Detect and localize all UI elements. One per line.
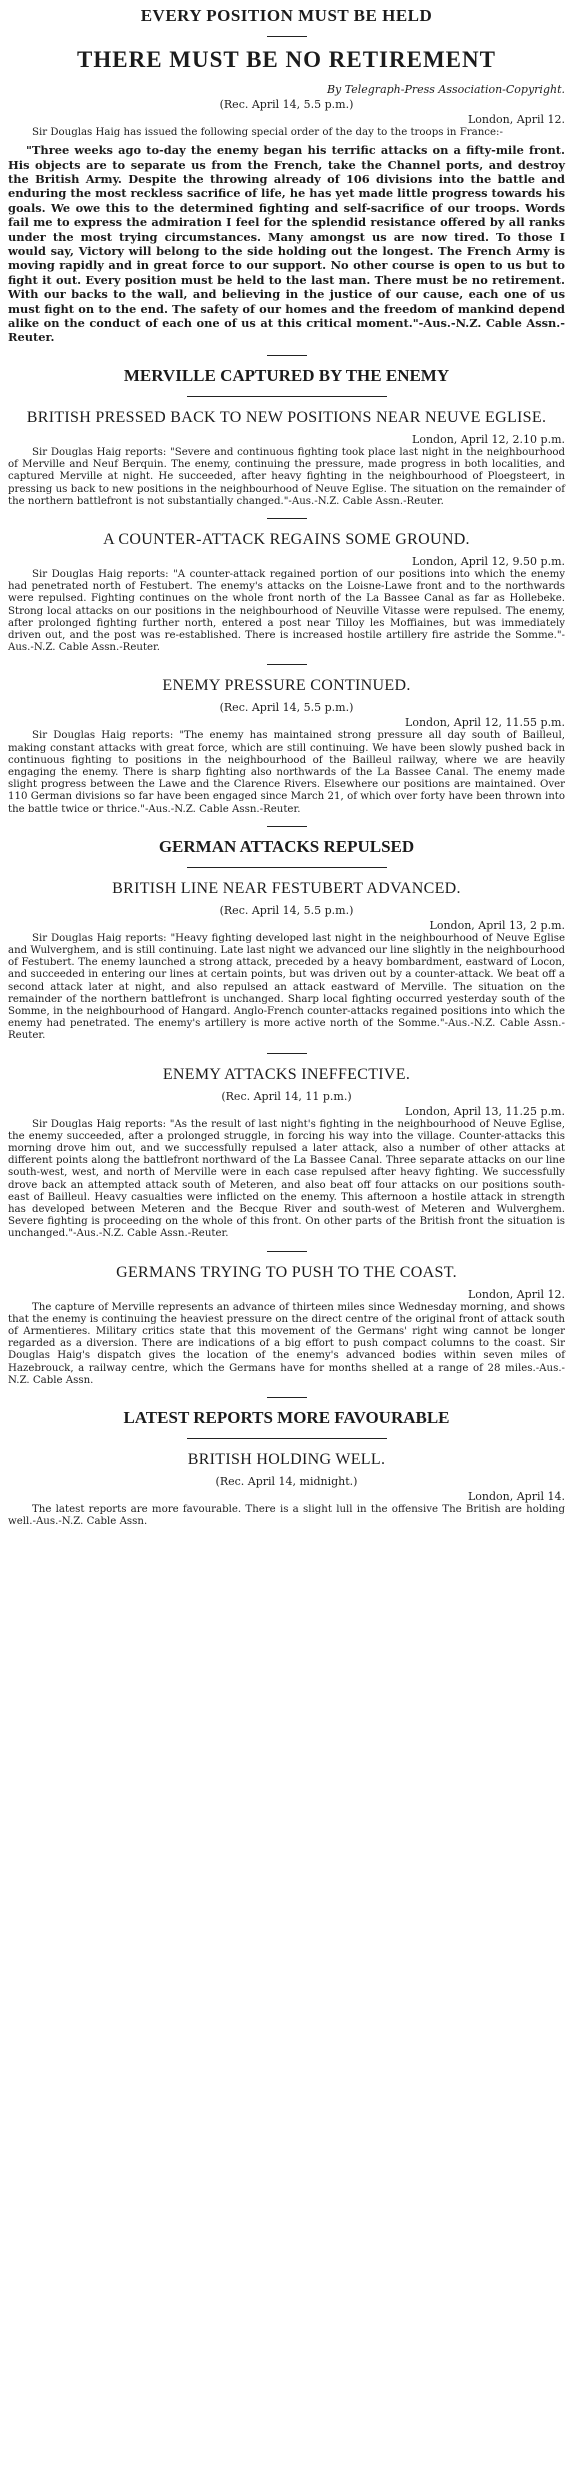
divider xyxy=(187,1438,387,1439)
report-text: Sir Douglas Haig reports: "Heavy fighting developed last night in the neighbourhood of Neuve Eglise and Wulverghem, and is still continuing. Late last night we advanced our line slightly in the neighbourhood of Festubert. The enemy launched a strong attack, preceded by a heavy bombardment, eastward of Locon, and succeeded in entering our lines at certain points, but was driven out by a counter-attack. We beat off a second attack later at night, and also repulsed an attack eastward of Merville. The situation on the remainder of the northern battlefront is unchanged. Sharp local fighting occurred yesterday south of the Somme, in the neighbourhood of Hangard. Anglo-French counter-attacks regained positions into which the enemy had penetrated. The enemy's artillery is more active north of the Somme."-Aus.-N.Z. Cable Assn.-Reuter. xyxy=(8,932,565,1042)
section-heading-latest: LATEST REPORTS MORE FAVOURABLE xyxy=(123,1408,450,1428)
headline-top: EVERY POSITION MUST BE HELD xyxy=(140,6,433,25)
section-heading-counter-attack: A COUNTER-ATTACK REGAINS SOME GROUND. xyxy=(103,530,470,548)
section-heading-pressed-back: BRITISH PRESSED BACK TO NEW POSITIONS NEAR NEUVE EGLISE. xyxy=(26,408,547,426)
section-heading-enemy-pressure: ENEMY PRESSURE CONTINUED. xyxy=(162,677,411,695)
report-text: Sir Douglas Haig reports: "A counter-attack regained portion of our positions into which the enemy had penetrated north of Festubert. The enemy's attacks on the Loisne-Lawe front and to the northwards were repulsed. Fighting continues on the whole front north of the La Bassee Canal as far as Hollebeke. Strong local attacks on our positions in the neighbourhood of Neuville Vitasse were repulsed. The enemy, after prolonged fighting further north, entered a post near Tilloy les Moffiaines, but was immediately driven out, and the post was re-established. There is increased hostile artillery fire astride the Somme."-Aus.-N.Z. Cable Assn.-Reuter. xyxy=(8,568,565,654)
received-date: (Rec. April 14, 11 p.m.) xyxy=(221,1089,352,1103)
special-order-text: "Three weeks ago to-day the enemy began his terrific attacks on a fifty-mile front. His objects are to separate us from the French, take the Channel ports, and destroy the British Army. Despite the throwing already of 106 divisions into the battle and enduring the most reckless sacrifice of life, he has yet made little progress towards his goals. We owe this to the determined fighting and self-sacrifice of our troops. Words fail me to express the admiration I feel for the splendid resistance offered by all ranks under the most trying circumstances. Many amongst us are now tired. To those I would say, Victory will belong to the side holding out the longest. The French Army is moving rapidly and in great force to our support. No other course is open to us but to fight it out. Every position must be held to the last man. There must be no retirement. With our backs to the wall, and believing in the justice of our cause, each one of us must fight on to the end. The safety of our homes and the freedom of mankind depend alike on the conduct of each one of us at this critical moment."-Aus.-N.Z. Cable Assn.-Reuter. xyxy=(8,143,565,345)
divider xyxy=(187,867,387,868)
dateline: London, April 12. xyxy=(467,113,565,126)
received-date: (Rec. April 14, 5.5 p.m.) xyxy=(219,701,354,715)
section-heading-german-attacks: GERMAN ATTACKS REPULSED xyxy=(158,836,415,856)
dateline: London, April 14. xyxy=(467,1490,565,1504)
divider xyxy=(267,826,307,827)
newspaper-column xyxy=(0,6,573,1528)
report-text: Sir Douglas Haig reports: "As the result of last night's fighting in the neighbourhood of Neuve Eglise, the enemy succeeded, after a prolonged struggle, in forcing his way into the village. Counter-attacks this morning drove him out, and we successfully repulsed a later attack, also a number of other attacks at different points along the battlefront northward of the La Bassee Canal. Three separate attacks on our line south-west, west, and north of Merville were in each case repulsed after heavy fighting. We successfully drove back an attempted attack south of Meteren, and also beat off four attacks on our positions south-east of Bailleul. Heavy casualties were inflicted on the enemy. This afternoon a hostile attack in strength has developed between Meteren and the Becque River and south-west of Meteren and Wulverghem. Severe fighting is proceeding on the whole of this front. On other parts of the British front the situation is unchanged."-Aus.-N.Z. Cable Assn.-Reuter. xyxy=(8,1118,565,1240)
section-heading-holding: BRITISH HOLDING WELL. xyxy=(187,1451,386,1469)
received-date: (Rec. April 14, 5.5 p.m.) xyxy=(219,903,354,917)
dateline: London, April 13, 2 p.m. xyxy=(429,918,565,932)
report-text: Sir Douglas Haig reports: "Severe and continuous fighting took place last night in the neighbourhood of Merville and Neuf Berquin. The enemy, continuing the pressure, made progress in both localities, and captured Merville at night. He succeeded, after heavy fighting in the neighbourhood of Ploegsteert, in pressing us back to new positions in the neighbourhood of Neuve Eglise. The situation on the remainder of the northern battlefront is not substantially changed."-Aus.-N.Z. Cable Assn.-Reuter. xyxy=(8,446,565,507)
headline-main: THERE MUST BE NO RETIREMENT xyxy=(77,47,496,72)
divider xyxy=(267,1251,307,1252)
dateline: London, April 13, 11.25 p.m. xyxy=(405,1104,565,1118)
byline: By Telegraph-Press Association-Copyright. xyxy=(326,83,565,96)
dateline: London, April 12. xyxy=(467,1287,565,1301)
report-text: Sir Douglas Haig reports: "The enemy has maintained strong pressure all day south of Bailleul, making constant attacks with great force, which are still continuing. We have been slowly pushed back in continuous fighting to positions in the neighbourhood of the Bailleul railway, where we are heavily engaging the enemy. There is sharp fighting also northwards of the La Bassee Canal. The enemy made slight progress between the Lawe and the Clarence Rivers. Elsewhere our positions are maintained. Over 110 German divisions so far have been engaged since March 21, of which over forty have been thrown into the battle twice or thrice."-Aus.-N.Z. Cable Assn.-Reuter. xyxy=(8,730,565,815)
divider xyxy=(267,664,307,665)
received-date: (Rec. April 14, 5.5 p.m.) xyxy=(219,98,354,111)
section-heading-coast: GERMANS TRYING TO PUSH TO THE COAST. xyxy=(116,1263,457,1281)
divider xyxy=(187,396,387,397)
divider xyxy=(267,355,307,356)
report-text: The latest reports are more favourable. There is a slight lull in the offensive The British are holding well.-Aus.-N.Z. Cable Assn. xyxy=(8,1504,565,1528)
dateline: London, April 12, 2.10 p.m. xyxy=(412,432,565,446)
intro-lead: Sir Douglas Haig has issued the following special order of the day to the troops in France:- xyxy=(32,127,503,138)
divider xyxy=(267,36,307,37)
divider xyxy=(267,518,307,519)
divider xyxy=(267,1397,307,1398)
report-text: The capture of Merville represents an advance of thirteen miles since Wednesday morning, and shows that the enemy is continuing the heaviest pressure on the direct centre of the original front of attack south of Armentieres. Military critics state that this movement of the Germans' right wing cannot be longer regarded as a diversion. There are indications of a big effort to push compact columns to the coast. Sir Douglas Haig's dispatch gives the location of the enemy's advanced bodies within seven miles of Hazebrouck, a railway centre, which the Germans have for months shelled at a range of 28 miles.-Aus.-N.Z. Cable Assn. xyxy=(8,1301,565,1386)
received-date: (Rec. April 14, midnight.) xyxy=(215,1475,358,1489)
section-heading-ineffective: ENEMY ATTACKS INEFFECTIVE. xyxy=(162,1065,411,1083)
dateline: London, April 12, 9.50 p.m. xyxy=(412,554,565,568)
section-heading-merville: MERVILLE CAPTURED BY THE ENEMY xyxy=(123,365,450,385)
divider xyxy=(267,1053,307,1054)
dateline: London, April 12, 11.55 p.m. xyxy=(405,716,565,730)
section-heading-festubert: BRITISH LINE NEAR FESTUBERT ADVANCED. xyxy=(112,879,461,897)
